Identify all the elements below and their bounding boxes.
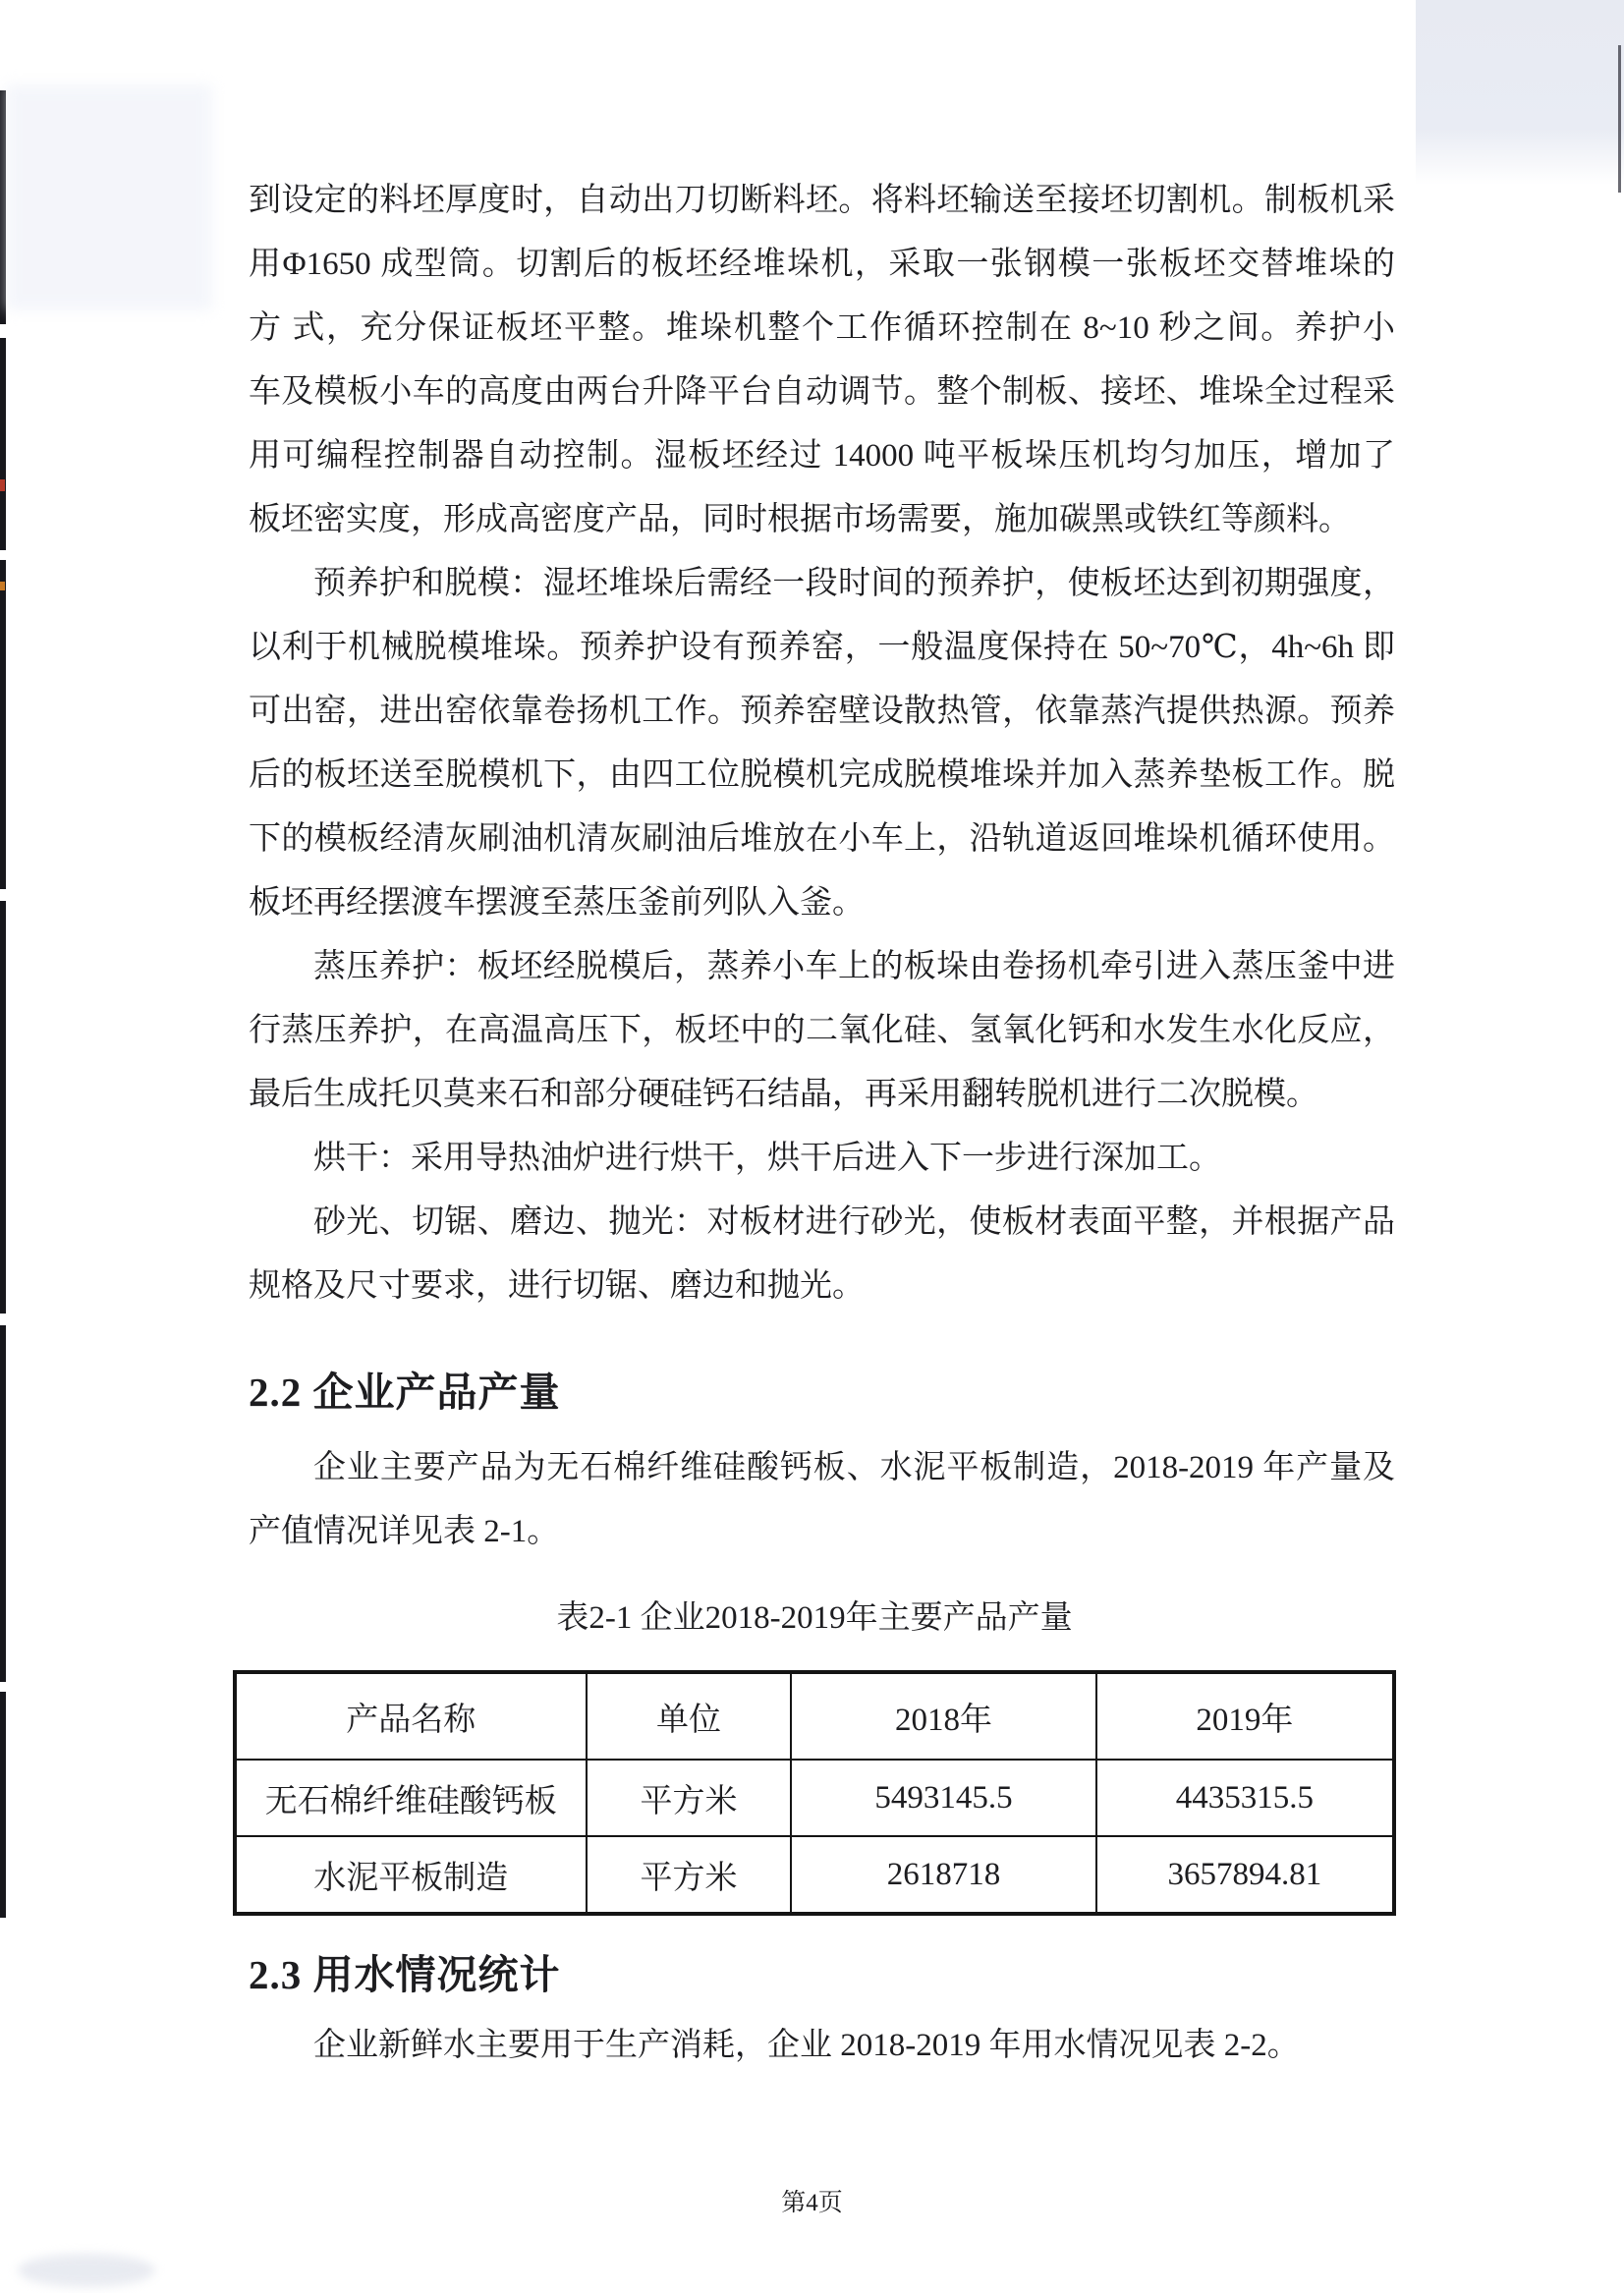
production-table	[233, 1670, 1396, 1916]
body-text-line: 到设定的料坯厚度时，自动出刀切断料坯。将料坯输送至接坯切割机。制板机采	[249, 183, 1395, 218]
section-heading-2-3: 2.3 用水情况统计	[249, 1952, 561, 1997]
table-cell: 5493145.5	[791, 1760, 1095, 1836]
scan-orange-speck	[0, 582, 5, 590]
body-text-line: 企业主要产品为无石棉纤维硅酸钙板、水泥平板制造，2018-2019 年产量及	[313, 1450, 1395, 1485]
body-text-line: 砂光、切锯、磨边、抛光：对板材进行砂光，使板材表面平整，并根据产品	[313, 1204, 1395, 1240]
production-table-block	[233, 1587, 1396, 1916]
section-2-2-paragraph	[249, 1436, 1395, 1564]
table-cell: 2618718	[791, 1836, 1095, 1914]
table-caption: 表2-1 企业2018-2019年主要产品产量	[556, 1600, 1073, 1636]
scan-right-edge-line	[1618, 45, 1621, 193]
body-text-line: 板坯密实度，形成高密度产品，同时根据市场需要，施加碳黑或铁红等颜料。	[249, 502, 1351, 537]
body-text-line: 企业新鲜水主要用于生产消耗，企业 2018-2019 年用水情况见表 2-2。	[313, 2028, 1300, 2063]
scan-edge-gap	[0, 550, 6, 560]
scan-edge-gap	[0, 1682, 6, 1692]
scan-top-left-wash	[6, 84, 212, 310]
body-text-line: 后的板坯送至脱模机下，由四工位脱模机完成脱模堆垛并加入蒸养垫板工作。脱	[249, 757, 1395, 793]
body-text-line: 车及模板小车的高度由两台升降平台自动调节。整个制板、接坯、堆垛全过程采	[249, 374, 1395, 410]
scan-edge-gap	[0, 324, 6, 338]
table-cell: 无石棉纤维硅酸钙板	[235, 1760, 587, 1836]
body-text-line: 可出窑，进出窑依靠卷扬机工作。预养窑壁设散热管，依靠蒸汽提供热源。预养	[249, 694, 1395, 729]
body-text-line: 烘干：采用导热油炉进行烘干，烘干后进入下一步进行深加工。	[313, 1141, 1221, 1176]
section-2-3-paragraph	[249, 2014, 1395, 2078]
page-number: 第4页	[781, 2190, 843, 2216]
table-row	[235, 1760, 1394, 1836]
table-cell: 平方米	[587, 1760, 792, 1836]
body-text-line: 产值情况详见表 2-1。	[249, 1514, 560, 1549]
scan-red-speck	[0, 479, 5, 491]
body-text-line: 规格及尺寸要求，进行切锯、磨边和抛光。	[249, 1268, 865, 1304]
table-cell: 3657894.81	[1096, 1836, 1394, 1914]
body-text-line: 用Φ1650 成型筒。切割后的板坯经堆垛机，采取一张钢模一张板坯交替堆垛的	[249, 247, 1395, 282]
body-text-line: 下的模板经清灰刷油机清灰刷油后堆放在小车上，沿轨道返回堆垛机循环使用。	[249, 821, 1395, 857]
table-header-row	[235, 1672, 1394, 1760]
table-row	[235, 1836, 1394, 1914]
body-text-line: 方 式，充分保证板坯平整。堆垛机整个工作循环控制在 8~10 秒之间。养护小	[249, 310, 1395, 346]
scan-bottom-smudge	[18, 2254, 155, 2287]
table-cell: 平方米	[587, 1836, 792, 1914]
table-cell: 4435315.5	[1096, 1760, 1394, 1836]
body-text-line: 蒸压养护：板坯经脱模后，蒸养小车上的板垛由卷扬机牵引进入蒸压釜中进	[313, 949, 1395, 984]
body-text-line: 预养护和脱模：湿坯堆垛后需经一段时间的预养护，使板坯达到初期强度，	[313, 566, 1395, 601]
scan-left-edge-strip	[0, 90, 6, 1918]
body-text-line: 以利于机械脱模堆垛。预养护设有预养窑，一般温度保持在 50~70℃，4h~6h 即	[249, 630, 1395, 665]
scan-top-right-panel	[1416, 0, 1624, 185]
table-header-cell: 2018年	[791, 1672, 1095, 1760]
page-body	[249, 169, 1395, 2078]
table-cell: 水泥平板制造	[235, 1836, 587, 1914]
body-text-line: 最后生成托贝莫来石和部分硬硅钙石结晶，再采用翻转脱机进行二次脱模。	[249, 1077, 1318, 1112]
scan-edge-gap	[0, 889, 6, 901]
scan-edge-gap	[0, 1314, 6, 1325]
body-text-line: 用可编程控制器自动控制。湿板坯经过 14000 吨平板垛压机均匀加压，增加了	[249, 438, 1395, 474]
table-header-cell: 单位	[587, 1672, 792, 1760]
table-header-cell: 2019年	[1096, 1672, 1394, 1760]
table-header-cell: 产品名称	[235, 1672, 587, 1760]
section-heading-2-2: 2.2 企业产品产量	[249, 1370, 561, 1415]
body-text-line: 行蒸压养护，在高温高压下，板坯中的二氧化硅、氢氧化钙和水发生水化反应，	[249, 1013, 1395, 1048]
body-text-line: 板坯再经摆渡车摆渡至蒸压釜前列队入釜。	[249, 885, 865, 921]
